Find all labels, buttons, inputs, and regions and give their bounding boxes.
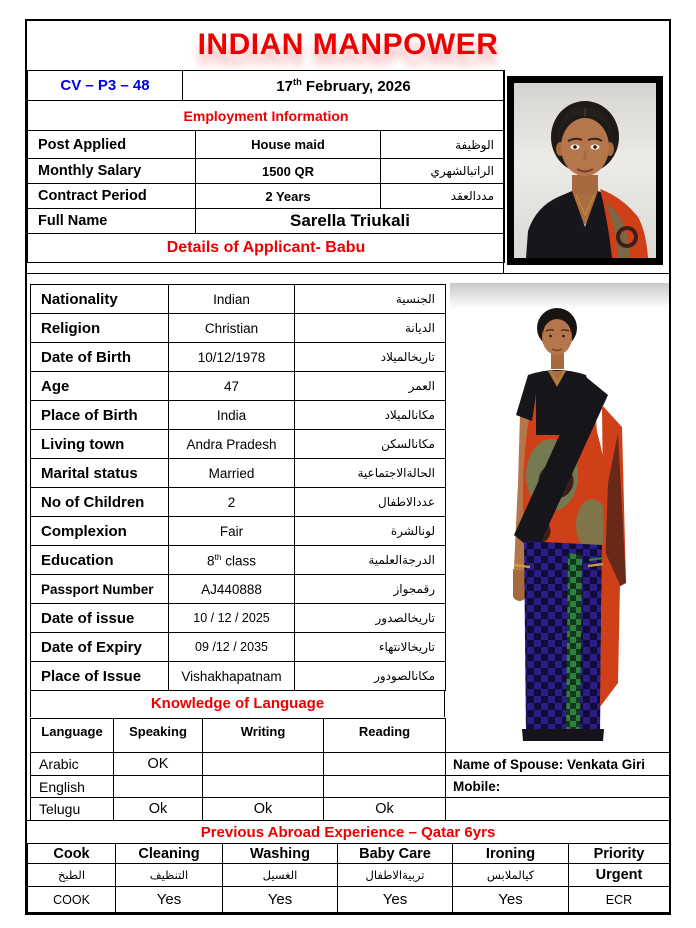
spouse-mobile-row [446,776,670,798]
skill-value: Yes [116,887,223,913]
employment-table [27,130,505,263]
field-arabic-label: الدرجةالعلمية [295,546,446,575]
language-name: Telugu [31,798,114,821]
language-skill: Ok [114,798,203,821]
cv-reference: CV – P3 – 48 [28,71,183,101]
field-label: Full Name [28,209,196,234]
field-arabic-label: مكانالميلاد [295,401,446,430]
field-arabic-label: الحالةالاجتماعية [295,459,446,488]
skill-value: Yes [223,887,338,913]
field-label: Monthly Salary [28,159,196,184]
field-label: Contract Period [28,184,196,209]
language-row-telugu [31,798,446,821]
full-body-illustration [450,283,669,752]
skill-value: Yes [453,887,569,913]
cv-ref-row [28,71,505,101]
language-name: Arabic [31,753,114,776]
cv-date-rest: February, 2026 [301,77,411,95]
detail-row-date-of-expiry [31,633,446,662]
field-label: Passport Number [31,575,169,604]
field-label: Education [31,546,169,575]
applicant-portrait-photo [507,76,663,265]
detail-row-date-of-issue [31,604,446,633]
cv-header-table [27,70,505,131]
detail-row-place-of-birth [31,401,446,430]
detail-row-living-town [31,430,446,459]
skill-value: Yes [338,887,453,913]
field-value: 47 [169,372,295,401]
field-arabic-label: تاريخالصدور [295,604,446,633]
field-label: Living town [31,430,169,459]
column-header: Cook [28,844,116,864]
language-skill [114,776,203,798]
detail-row-marital-status [31,459,446,488]
skills-header-row [28,844,670,864]
spouse-info-table [445,752,670,821]
field-value: Andra Pradesh [169,430,295,459]
language-skill: Ok [324,798,446,821]
portrait-illustration [514,83,656,258]
detail-row-place-of-issue [31,662,446,691]
details-heading-row [28,234,505,263]
skill-arabic-label: تربيةالاطفال [338,864,453,887]
cv-date-ordinal: th [292,76,302,87]
spouse-name-row [446,753,670,776]
education-ordinal: th [214,551,222,562]
field-value: India [169,401,295,430]
field-value: Christian [169,314,295,343]
page-frame [25,19,671,915]
field-label: Place of Birth [31,401,169,430]
page-title: INDIAN MANPOWER [197,27,499,61]
field-arabic-label: مكانالصودور [295,662,446,691]
field-label: Place of Issue [31,662,169,691]
previous-experience-heading: Previous Abroad Experience – Qatar 6yrs [27,820,669,843]
field-arabic-label: عددالاطفال [295,488,446,517]
field-label: Date of Birth [31,343,169,372]
field-label: Post Applied [28,131,196,159]
applicant-details-table [30,284,446,691]
field-value: Married [169,459,295,488]
education-rest: class [221,553,256,569]
field-value: 09 /12 / 2035 [169,633,295,662]
knowledge-of-language-heading: Knowledge of Language [30,690,445,717]
employment-heading: Employment Information [28,101,505,131]
skills-arabic-row [28,864,670,887]
language-skill: OK [114,753,203,776]
field-label: Date of Expiry [31,633,169,662]
detail-row-passport-number [31,575,446,604]
skill-arabic-label: التنظيف [116,864,223,887]
full-name-value: Sarella Triukali [196,209,505,234]
detail-row-age [31,372,446,401]
employment-row [28,184,505,209]
full-name-row [28,209,505,234]
skill-arabic-label: الغسيل [223,864,338,887]
field-label: Age [31,372,169,401]
column-header: Language [31,719,114,753]
column-header: Reading [324,719,446,753]
language-table [30,718,446,821]
language-skill [324,753,446,776]
field-value [169,546,295,575]
education-base: 8 [206,553,215,569]
skill-arabic-label: كيالملابس [453,864,569,887]
field-value: AJ440888 [169,575,295,604]
priority-status: Urgent [569,864,670,887]
field-value: Indian [169,285,295,314]
field-arabic-label: تاريخالانتهاء [295,633,446,662]
column-header: Washing [223,844,338,864]
detail-row-children [31,488,446,517]
spouse-blank-row [446,798,670,821]
column-header: Priority [569,844,670,864]
spouse-name: Name of Spouse: Venkata Giri [446,753,670,776]
language-skill [324,776,446,798]
column-header: Cleaning [116,844,223,864]
field-value: Vishakhapatnam [169,662,295,691]
column-header: Writing [203,719,324,753]
employment-row [28,159,505,184]
field-value: 10/12/1978 [169,343,295,372]
field-arabic-label: الراتبالشهري [381,159,505,184]
field-arabic-label: العمر [295,372,446,401]
spouse-mobile: Mobile: [446,776,670,798]
language-header-row [31,719,446,753]
language-skill [203,776,324,798]
employment-row [28,131,505,159]
field-arabic-label: الجنسية [295,285,446,314]
field-value: 2 Years [196,184,381,209]
detail-row-education [31,546,446,575]
details-heading: Details of Applicant- Babu [28,234,505,263]
cv-date [183,71,505,101]
field-label: Marital status [31,459,169,488]
skill-arabic-label: الطبخ [28,864,116,887]
field-label: Complexion [31,517,169,546]
field-arabic-label: الوظيفة [381,131,505,159]
field-value: 1500 QR [196,159,381,184]
language-row-arabic [31,753,446,776]
column-header: Speaking [114,719,203,753]
column-header: Baby Care [338,844,453,864]
column-header: Ironing [453,844,569,864]
experience-skills-table [27,843,670,913]
field-label: No of Children [31,488,169,517]
photo-cell-divider [503,70,504,273]
field-arabic-label: الديانة [295,314,446,343]
field-value: 10 / 12 / 2025 [169,604,295,633]
field-label: Nationality [31,285,169,314]
detail-row-religion [31,314,446,343]
cv-date-day: 17 [276,77,293,95]
field-arabic-label: مددالعقد [381,184,505,209]
field-value: 2 [169,488,295,517]
skill-value: COOK [28,887,116,913]
detail-row-date-of-birth [31,343,446,372]
employment-heading-row [28,101,505,131]
skills-values-row [28,887,670,913]
passport-category: ECR [569,887,670,913]
applicant-full-body-photo [450,283,669,752]
language-name: English [31,776,114,798]
blank-cell [446,798,670,821]
language-skill: Ok [203,798,324,821]
field-arabic-label: لونالشرة [295,517,446,546]
field-arabic-label: تاريخالميلاد [295,343,446,372]
detail-row-nationality [31,285,446,314]
language-row-english [31,776,446,798]
field-arabic-label: مكانالسكن [295,430,446,459]
field-arabic-label: رقمجواز [295,575,446,604]
field-value: House maid [196,131,381,159]
detail-row-complexion [31,517,446,546]
field-value: Fair [169,517,295,546]
section-divider-line [27,273,669,274]
field-label: Religion [31,314,169,343]
field-label: Date of issue [31,604,169,633]
language-skill [203,753,324,776]
